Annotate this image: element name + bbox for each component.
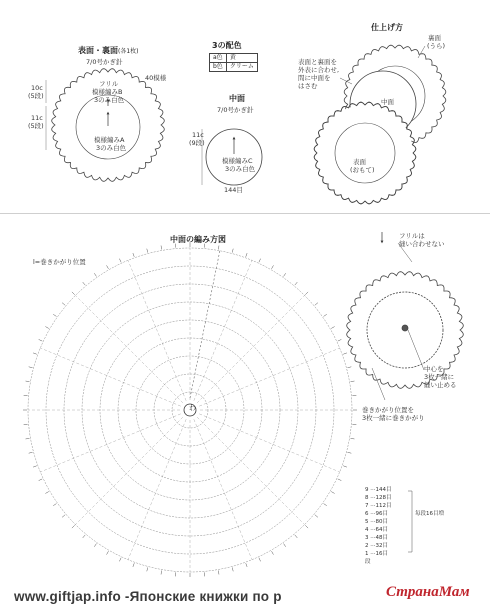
section-divider: [0, 213, 490, 214]
chart-sew-mark: [26, 381, 30, 382]
chart-sew-mark: [53, 503, 56, 505]
chart-sew-mark: [295, 535, 298, 538]
middle-color-label: 3のみ白色: [225, 165, 256, 173]
center-color-label: 3のみ白色: [96, 144, 127, 152]
frill-pattern-label: 模様編みB: [92, 88, 123, 96]
frill-color-label: 3のみ白色: [94, 96, 125, 104]
finishing-title: 仕上げ方: [371, 23, 403, 32]
finishing-note-line3: 間に中面を: [298, 74, 331, 82]
chart-sew-mark: [351, 438, 355, 439]
middle-piece-hook: 7/0号かぎ針: [217, 106, 254, 114]
chart-sew-mark: [331, 327, 334, 329]
chart-sew-mark: [315, 303, 318, 306]
chart-sew-mark: [305, 292, 308, 295]
middle-piece-title: 中面: [229, 94, 245, 103]
row-legend-item: 8 ···128目: [365, 495, 392, 501]
frill-note-line1: フリルは: [399, 232, 425, 240]
left-piece-title-text: 表面・裏面: [78, 46, 118, 55]
chart-sew-mark: [94, 273, 96, 276]
row-legend-item: 4 ···64目: [365, 527, 388, 533]
chart-title: 中面の編み方図: [170, 235, 226, 244]
left-piece-hook: 7/0号かぎ針: [86, 58, 123, 66]
chart-sew-mark: [218, 246, 219, 250]
color-table-cell: クリーム: [226, 63, 257, 72]
frill-note-line2: 縫い合わせない: [399, 240, 445, 248]
chart-stitch-column: [75, 295, 182, 402]
chart-sew-mark: [147, 249, 148, 253]
left-piece-stitch-count: 40模様: [145, 74, 167, 82]
frill-label: フリル: [99, 80, 119, 88]
chart-sew-mark: [338, 339, 342, 341]
row-legend-item: 7 ···112目: [365, 503, 392, 509]
chart-sew-mark: [259, 558, 261, 562]
front-piece-fill: [317, 105, 413, 201]
chart-sew-mark: [53, 314, 56, 316]
left-piece-rows-top: 10c: [31, 84, 43, 92]
chart-stitch-column: [40, 348, 180, 406]
chart-sew-mark: [347, 367, 351, 368]
row-legend-item: 6 ···96目: [365, 511, 388, 517]
front-label-sub: (おもて): [350, 166, 375, 174]
color-table-cell: a色: [210, 54, 227, 63]
chart-row-start-line: [190, 250, 220, 398]
center-note-line1: 中心を: [424, 365, 444, 373]
chart-sew-mark: [246, 253, 247, 257]
chart-stitch-column: [128, 419, 186, 559]
left-piece-title: [78, 47, 139, 56]
chart-sew-mark: [119, 259, 121, 263]
row-legend-item: 1 ···16目: [365, 551, 388, 557]
chart-sew-mark: [343, 466, 347, 467]
chart-stitch-column: [75, 417, 182, 524]
assembly-center-point: [402, 325, 408, 331]
color-table-row: [210, 54, 258, 63]
chart-sew-mark: [324, 314, 327, 316]
chart-stitch-column: [128, 260, 186, 400]
chart-sew-mark: [295, 282, 298, 285]
chart-sew-mark: [45, 327, 48, 329]
row-legend-item: 2 ···32目: [365, 543, 388, 549]
chart-sew-mark: [232, 567, 233, 571]
chart-sew-mark: [39, 339, 43, 341]
row-legend-item: 5 ···80目: [365, 519, 388, 525]
chart-sew-mark: [29, 367, 33, 368]
sew-note-line2: 3枚一緒に巻きかがり: [362, 414, 425, 422]
chart-sew-mark: [83, 535, 86, 538]
center-note-line3: 縫い止める: [424, 381, 457, 389]
row-legend-item: 9 ···144目: [365, 487, 392, 493]
back-label-leader: [418, 46, 425, 58]
chart-sew-mark: [33, 466, 37, 467]
chart-sew-mark: [338, 479, 342, 481]
middle-layer-label: 中面: [381, 98, 394, 106]
back-label-sub: (うら): [427, 42, 446, 50]
color-table-title: 3の配色: [212, 41, 242, 50]
chart-sew-mark: [133, 253, 134, 257]
chart-stitch-column: [194, 260, 252, 400]
chart-sew-mark: [272, 551, 274, 554]
left-piece-title-note: (各1枚): [118, 48, 139, 55]
chart-sew-mark: [351, 381, 355, 382]
center-note-line2: 3枚一緒に: [424, 373, 455, 381]
chart-stitch-column: [194, 419, 252, 559]
chart-sew-mark: [161, 571, 162, 575]
color-table: [209, 53, 258, 72]
chart-sew-mark: [94, 544, 96, 547]
chart-sew-mark: [119, 558, 121, 562]
left-piece-rows-bottom-count: (5段): [28, 122, 44, 130]
chart-sew-mark: [272, 265, 274, 268]
center-pattern-label: 模様編みA: [94, 136, 125, 144]
chart-sew-mark: [39, 479, 43, 481]
finishing-note-line4: はさむ: [298, 82, 318, 90]
left-piece-rows-bottom: 11c: [31, 114, 43, 122]
front-label: 表面: [353, 158, 366, 166]
middle-stitch-count: 144目: [224, 186, 243, 194]
color-table-cell: 黄: [226, 54, 257, 63]
left-piece-rows-top-count: (5段): [28, 92, 44, 100]
back-label: 裏面: [428, 34, 441, 42]
chart-sew-mark: [161, 246, 162, 250]
row-legend-unit: 段: [365, 559, 371, 565]
chart-sew-mark: [107, 551, 109, 554]
chart-stitch-column: [199, 414, 339, 472]
chart-sew-mark: [347, 452, 351, 453]
chart-stitch-column: [40, 414, 180, 472]
site-logo: СтранаМам: [386, 584, 470, 600]
chart-sew-mark: [315, 515, 318, 518]
chart-sew-mark: [305, 525, 308, 528]
sew-note-line1: 巻きかがり位置を: [362, 406, 414, 414]
chart-sew-mark: [29, 452, 33, 453]
chart-sew-mark: [62, 303, 65, 306]
color-table-cell: b色: [210, 63, 227, 72]
middle-piece-rows: 11c: [192, 131, 204, 139]
chart-stitch-column: [197, 295, 304, 402]
chart-sew-mark: [232, 249, 233, 253]
finishing-note-line2: 外表に合わせ,: [298, 66, 340, 74]
chart-legend: l=巻きかがり位置: [33, 258, 86, 266]
chart-sew-mark: [72, 525, 75, 528]
chart-center-mark: わ: [189, 404, 196, 412]
chart-sew-mark: [33, 353, 37, 354]
chart-sew-mark: [83, 282, 86, 285]
middle-pattern-label: 模様編みC: [222, 157, 253, 165]
finishing-note-line1: 表面と裏面を: [298, 58, 337, 66]
chart-stitch-column: [199, 348, 339, 406]
site-footer-text: www.giftjap.info -Японские книжки по р: [14, 589, 282, 604]
chart-stitch-column: [197, 417, 304, 524]
chart-sew-mark: [147, 567, 148, 571]
chart-sew-mark: [26, 438, 30, 439]
chart-sew-mark: [246, 563, 247, 567]
chart-sew-mark: [343, 353, 347, 354]
chart-sew-mark: [283, 273, 285, 276]
chart-sew-mark: [283, 544, 285, 547]
row-increase-note: 毎段16目増: [415, 511, 444, 517]
chart-sew-mark: [45, 492, 48, 494]
chart-sew-mark: [324, 503, 327, 505]
center-note-leader: [408, 330, 424, 370]
chart-sew-mark: [331, 492, 334, 494]
chart-sew-mark: [62, 515, 65, 518]
row-legend-item: 3 ···48目: [365, 535, 388, 541]
middle-piece-rows-count: (9段): [189, 139, 205, 147]
chart-sew-mark: [72, 292, 75, 295]
chart-sew-mark: [133, 563, 134, 567]
color-table-row: [210, 63, 258, 72]
chart-sew-mark: [218, 571, 219, 575]
chart-sew-mark: [259, 259, 261, 263]
chart-sew-mark: [107, 265, 109, 268]
